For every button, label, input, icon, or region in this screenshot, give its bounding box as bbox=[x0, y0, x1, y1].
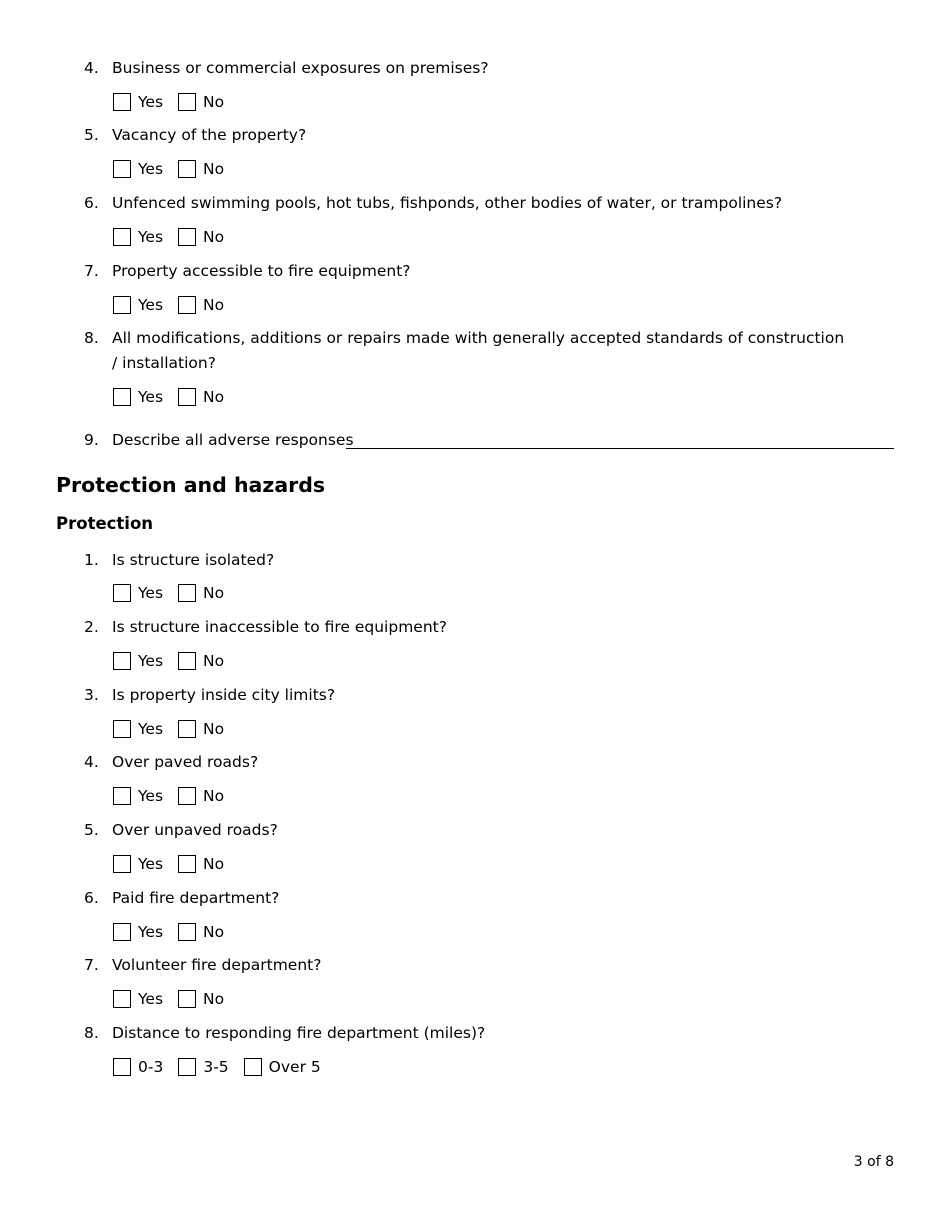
option-over-5[interactable] bbox=[244, 1058, 321, 1076]
option-yes[interactable] bbox=[113, 296, 163, 314]
option-yes[interactable] bbox=[113, 93, 163, 111]
checkbox[interactable] bbox=[113, 388, 131, 406]
question-number: 7. bbox=[84, 262, 99, 280]
question-number: 9. bbox=[84, 431, 99, 449]
option-3-5[interactable] bbox=[178, 1058, 228, 1076]
option-yes[interactable] bbox=[113, 855, 163, 873]
option-no[interactable] bbox=[178, 160, 224, 178]
question-text: Distance to responding fire department (miles)? bbox=[112, 1024, 486, 1042]
option-label: Yes bbox=[138, 787, 164, 805]
option-label: No bbox=[203, 990, 225, 1008]
option-0-3[interactable] bbox=[113, 1058, 163, 1076]
answer-options bbox=[113, 921, 239, 943]
option-yes[interactable] bbox=[113, 228, 163, 246]
checkbox[interactable] bbox=[113, 228, 131, 246]
question-number: 6. bbox=[84, 889, 99, 907]
option-label: No bbox=[203, 584, 225, 602]
option-no[interactable] bbox=[178, 652, 224, 670]
question-number: 8. bbox=[84, 329, 99, 347]
question-text: Describe all adverse responses bbox=[112, 431, 354, 449]
checkbox[interactable] bbox=[178, 923, 196, 941]
option-label: 0-3 bbox=[138, 1058, 164, 1076]
answer-options bbox=[113, 158, 239, 180]
option-no[interactable] bbox=[178, 228, 224, 246]
answer-options bbox=[113, 718, 239, 740]
question-8 bbox=[84, 326, 854, 376]
option-label: Yes bbox=[138, 388, 164, 406]
option-no[interactable] bbox=[178, 855, 224, 873]
option-no[interactable] bbox=[178, 296, 224, 314]
checkbox[interactable] bbox=[244, 1058, 262, 1076]
answer-options bbox=[113, 582, 239, 604]
option-label: Yes bbox=[138, 990, 164, 1008]
option-label: 3-5 bbox=[203, 1058, 229, 1076]
answer-options bbox=[113, 1056, 336, 1078]
checkbox[interactable] bbox=[178, 787, 196, 805]
answer-options bbox=[113, 988, 239, 1010]
option-yes[interactable] bbox=[113, 652, 163, 670]
option-yes[interactable] bbox=[113, 720, 163, 738]
checkbox[interactable] bbox=[178, 990, 196, 1008]
checkbox[interactable] bbox=[178, 296, 196, 314]
checkbox[interactable] bbox=[113, 1058, 131, 1076]
option-no[interactable] bbox=[178, 923, 224, 941]
option-label: Yes bbox=[138, 228, 164, 246]
question-number: 4. bbox=[84, 753, 99, 771]
question-text: All modifications, additions or repairs made with generally accepted standards of construction / installation? bbox=[112, 329, 845, 372]
checkbox[interactable] bbox=[113, 923, 131, 941]
option-label: Over 5 bbox=[268, 1058, 321, 1076]
option-yes[interactable] bbox=[113, 990, 163, 1008]
checkbox[interactable] bbox=[113, 584, 131, 602]
checkbox[interactable] bbox=[178, 93, 196, 111]
checkbox[interactable] bbox=[178, 720, 196, 738]
option-yes[interactable] bbox=[113, 787, 163, 805]
option-label: No bbox=[203, 296, 225, 314]
answer-options bbox=[113, 226, 239, 248]
option-no[interactable] bbox=[178, 584, 224, 602]
option-label: Yes bbox=[138, 584, 164, 602]
checkbox[interactable] bbox=[113, 296, 131, 314]
question-text: Unfenced swimming pools, hot tubs, fishponds, other bodies of water, or trampolines? bbox=[112, 194, 783, 212]
question-number: 2. bbox=[84, 618, 99, 636]
question-text: Property accessible to fire equipment? bbox=[112, 262, 411, 280]
option-label: No bbox=[203, 93, 225, 111]
option-no[interactable] bbox=[178, 990, 224, 1008]
option-label: Yes bbox=[138, 296, 164, 314]
answer-options bbox=[113, 91, 239, 113]
option-label: No bbox=[203, 923, 225, 941]
question-text: Over unpaved roads? bbox=[112, 821, 278, 839]
checkbox[interactable] bbox=[178, 652, 196, 670]
option-label: No bbox=[203, 388, 225, 406]
question-number: 8. bbox=[84, 1024, 99, 1042]
question-text: Paid fire department? bbox=[112, 889, 280, 907]
option-no[interactable] bbox=[178, 388, 224, 406]
question-number: 5. bbox=[84, 126, 99, 144]
checkbox[interactable] bbox=[113, 720, 131, 738]
checkbox[interactable] bbox=[178, 228, 196, 246]
option-label: Yes bbox=[138, 93, 164, 111]
question-text: Volunteer fire department? bbox=[112, 956, 322, 974]
option-label: No bbox=[203, 855, 225, 873]
checkbox[interactable] bbox=[113, 652, 131, 670]
answer-options bbox=[113, 853, 239, 875]
option-yes[interactable] bbox=[113, 388, 163, 406]
answer-options bbox=[113, 785, 239, 807]
checkbox[interactable] bbox=[113, 160, 131, 178]
question-number: 7. bbox=[84, 956, 99, 974]
option-label: Yes bbox=[138, 720, 164, 738]
question-number: 4. bbox=[84, 59, 99, 77]
option-label: No bbox=[203, 787, 225, 805]
question-number: 1. bbox=[84, 551, 99, 569]
checkbox[interactable] bbox=[113, 787, 131, 805]
question-text: Business or commercial exposures on premises? bbox=[112, 59, 489, 77]
checkbox[interactable] bbox=[113, 990, 131, 1008]
answer-options bbox=[113, 650, 239, 672]
option-no[interactable] bbox=[178, 93, 224, 111]
option-label: No bbox=[203, 160, 225, 178]
option-yes[interactable] bbox=[113, 584, 163, 602]
subsection-heading: Protection bbox=[56, 514, 154, 533]
question-number: 6. bbox=[84, 194, 99, 212]
question-text: Is property inside city limits? bbox=[112, 686, 336, 704]
question-text: Is structure isolated? bbox=[112, 551, 275, 569]
checkbox[interactable] bbox=[113, 93, 131, 111]
option-label: No bbox=[203, 228, 225, 246]
question-number: 5. bbox=[84, 821, 99, 839]
option-label: Yes bbox=[138, 923, 164, 941]
option-no[interactable] bbox=[178, 720, 224, 738]
checkbox[interactable] bbox=[178, 1058, 196, 1076]
answer-options bbox=[113, 294, 239, 316]
option-no[interactable] bbox=[178, 787, 224, 805]
option-label: No bbox=[203, 652, 225, 670]
checkbox[interactable] bbox=[178, 855, 196, 873]
page-number: 3 of 8 bbox=[853, 1154, 894, 1170]
option-label: Yes bbox=[138, 652, 164, 670]
answer-options bbox=[113, 386, 239, 408]
question-text: Vacancy of the property? bbox=[112, 126, 307, 144]
checkbox[interactable] bbox=[178, 388, 196, 406]
question-text: Over paved roads? bbox=[112, 753, 259, 771]
checkbox[interactable] bbox=[178, 584, 196, 602]
option-label: Yes bbox=[138, 855, 164, 873]
question-number: 3. bbox=[84, 686, 99, 704]
adverse-responses-input-line[interactable] bbox=[346, 448, 894, 449]
section-heading: Protection and hazards bbox=[56, 473, 326, 497]
checkbox[interactable] bbox=[178, 160, 196, 178]
option-yes[interactable] bbox=[113, 923, 163, 941]
option-label: Yes bbox=[138, 160, 164, 178]
question-text: Is structure inaccessible to fire equipment? bbox=[112, 618, 447, 636]
option-yes[interactable] bbox=[113, 160, 163, 178]
checkbox[interactable] bbox=[113, 855, 131, 873]
option-label: No bbox=[203, 720, 225, 738]
